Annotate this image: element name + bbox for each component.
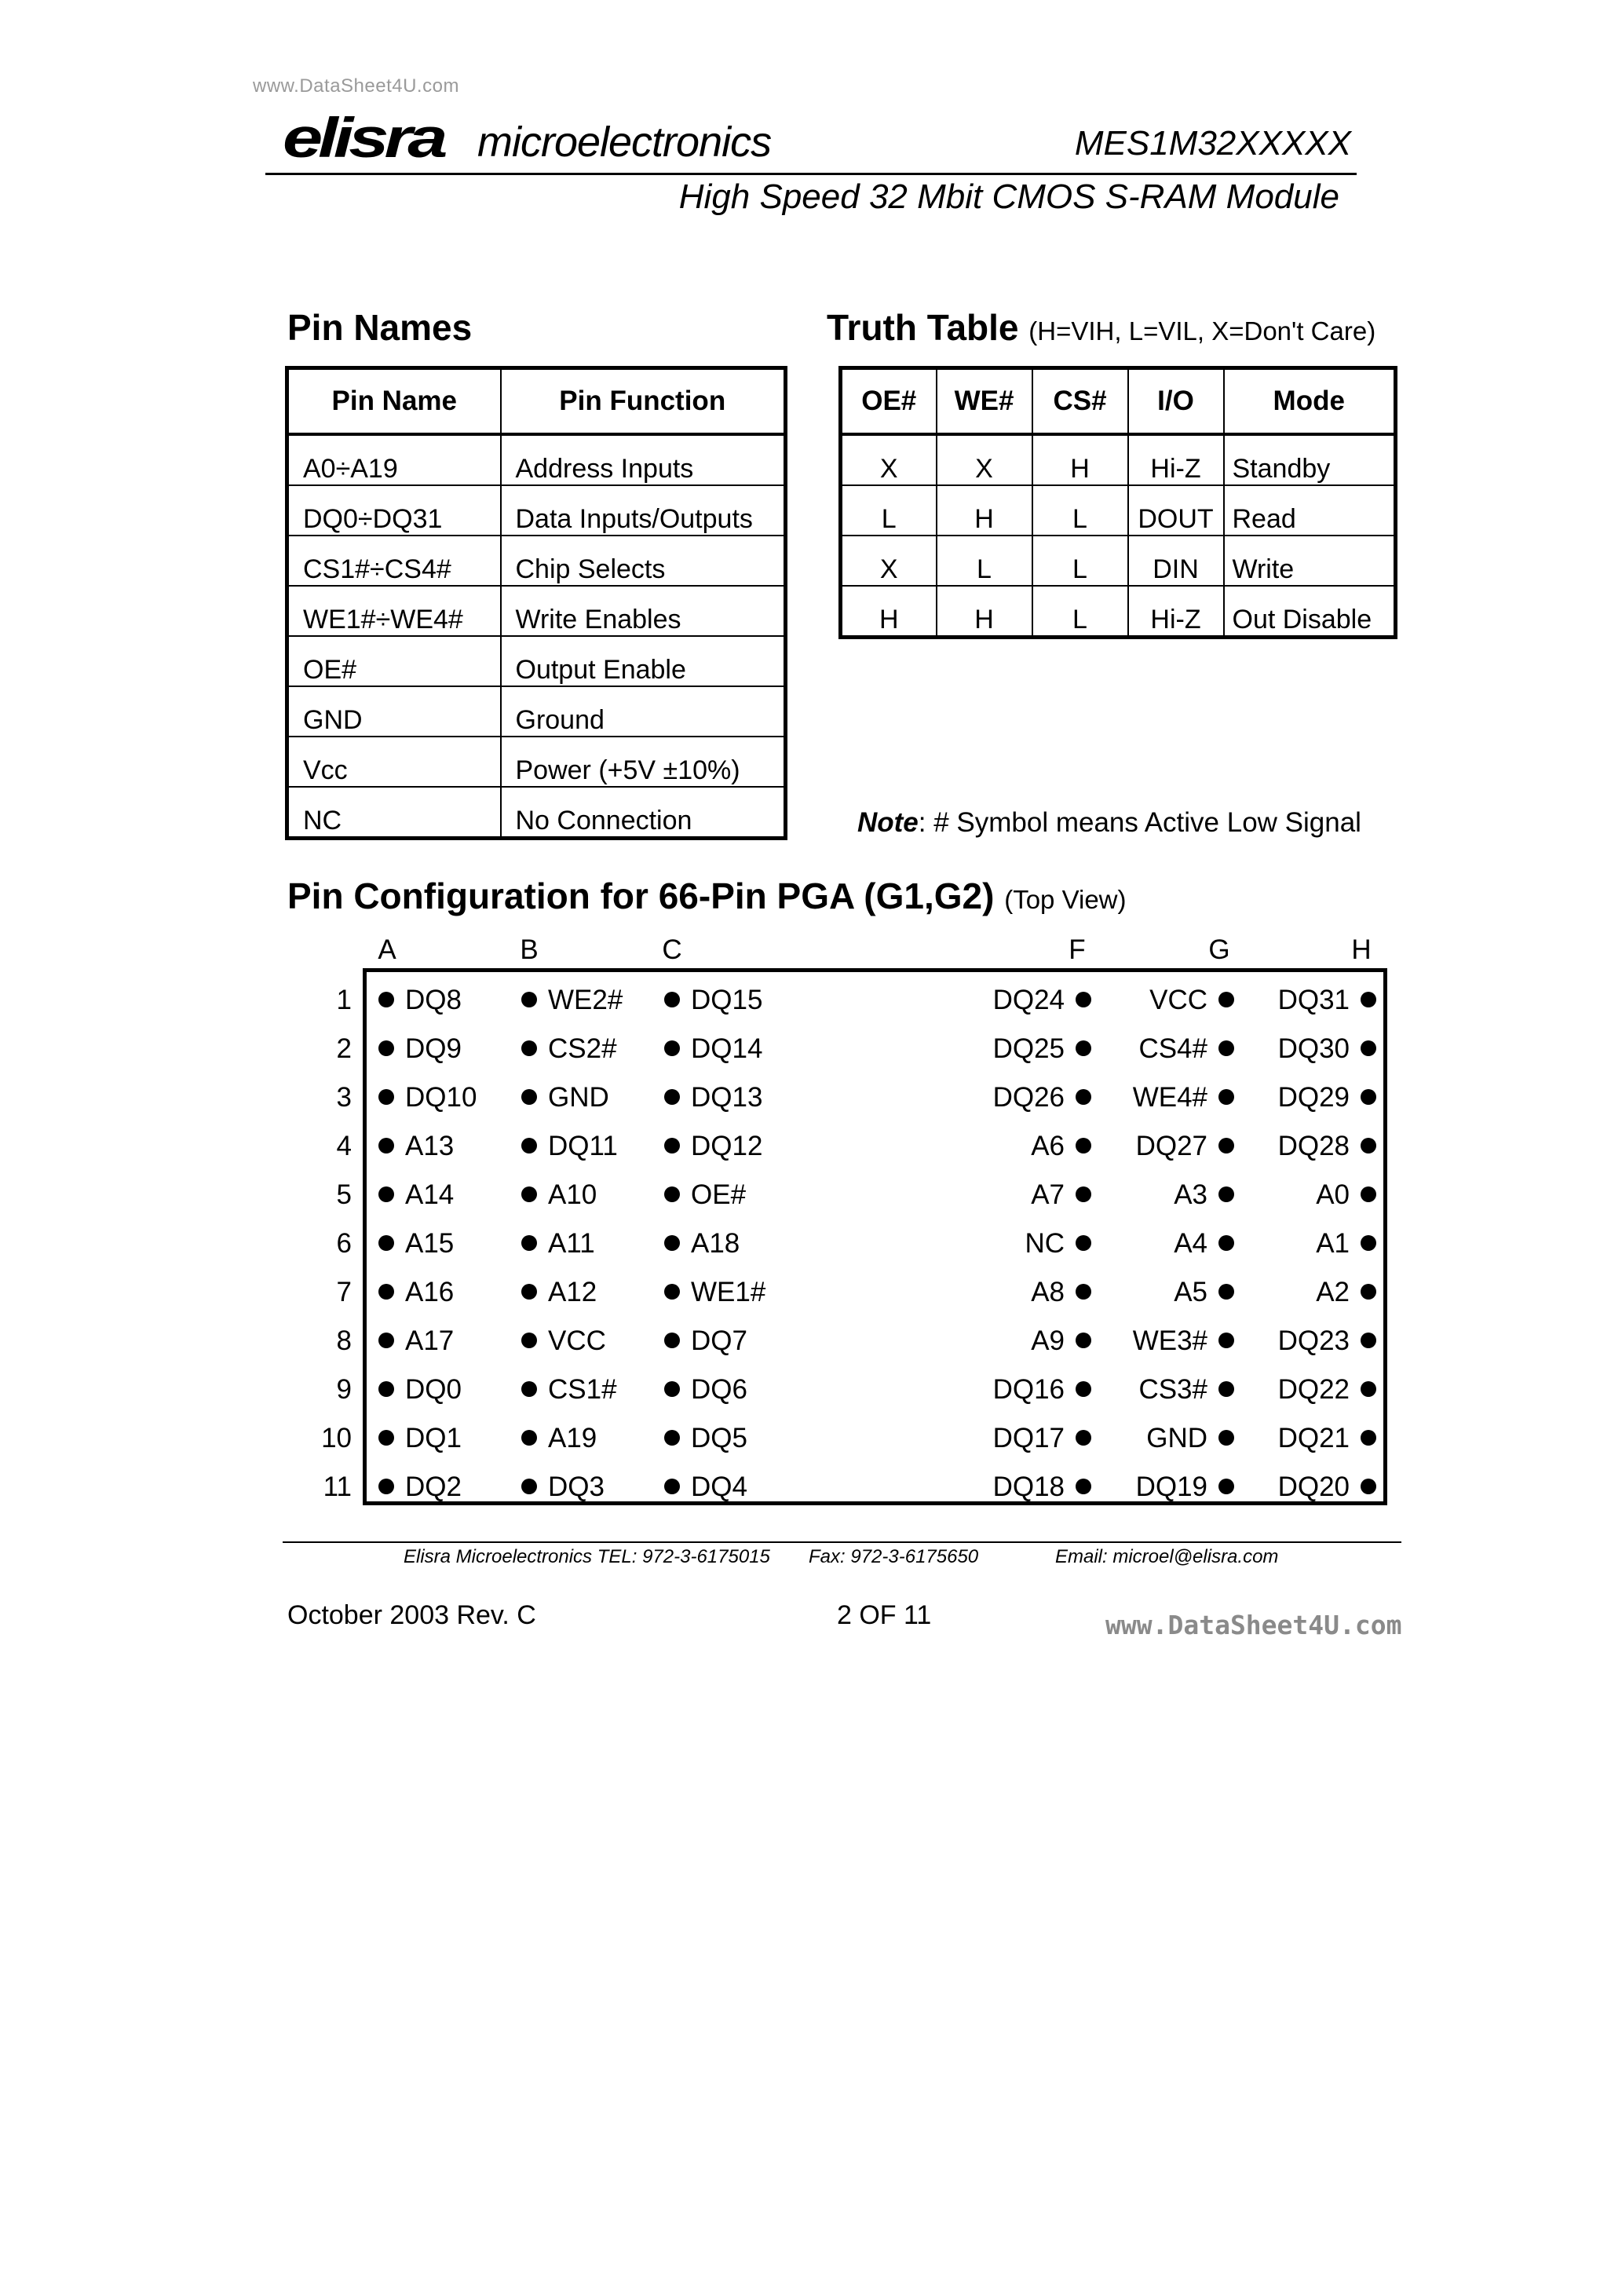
pga-pin — [1278, 985, 1376, 1016]
pin-function-cell: Address Inputs — [501, 434, 786, 485]
pga-pin-label: DQ12 — [691, 1131, 763, 1161]
pga-pin-label: DQ29 — [1277, 1082, 1350, 1113]
pin-dot-icon — [521, 1089, 537, 1105]
pin-name-cell: Vcc — [287, 737, 501, 787]
pga-pin-label: A4 — [1174, 1228, 1207, 1259]
truth-table-cell: Read — [1224, 485, 1396, 536]
pin-dot-icon — [378, 1284, 394, 1300]
pin-name-cell: WE1#÷WE4# — [287, 586, 501, 636]
pga-pin-label: DQ11 — [548, 1131, 618, 1161]
pin-dot-icon — [664, 1040, 680, 1056]
pga-pin-label: GND — [548, 1082, 609, 1113]
pga-pin-label: DQ2 — [405, 1472, 462, 1502]
active-low-note — [857, 807, 1361, 839]
truth-table-col-header: OE# — [841, 368, 937, 435]
truth-table-cell: X — [841, 434, 937, 485]
pga-pin-label: VCC — [1149, 985, 1207, 1015]
pga-pin-label: DQ3 — [548, 1472, 605, 1502]
pga-pin — [1149, 985, 1234, 1016]
pga-pin — [993, 1472, 1091, 1503]
pin-function-cell: Output Enable — [501, 636, 786, 686]
pga-pin — [521, 1228, 595, 1260]
pin-names-row — [287, 434, 786, 485]
truth-table-cell: Hi-Z — [1128, 434, 1224, 485]
pga-pin-label: A11 — [548, 1228, 595, 1259]
pin-names-heading: Pin Names — [287, 307, 473, 348]
pga-pin — [664, 1228, 740, 1260]
pga-pin-label: DQ1 — [405, 1423, 462, 1453]
pin-dot-icon — [1361, 1284, 1376, 1300]
pga-pin-label: CS4# — [1138, 1033, 1207, 1064]
pga-pin — [664, 1033, 762, 1065]
pga-pin-label: DQ4 — [691, 1472, 747, 1502]
pin-dot-icon — [1361, 1138, 1376, 1153]
pga-pin-label: DQ5 — [691, 1423, 747, 1453]
truth-table-cell: H — [937, 586, 1032, 638]
pga-pin — [521, 1325, 606, 1357]
pga-row-label: 9 — [336, 1374, 352, 1405]
pga-pin-label: NC — [1025, 1228, 1065, 1259]
pin-dot-icon — [378, 992, 394, 1007]
pga-pin-label: A19 — [548, 1423, 597, 1453]
pin-dot-icon — [1218, 1089, 1234, 1105]
pin-dot-icon — [1076, 1138, 1091, 1153]
truth-table-col-header: WE# — [937, 368, 1032, 435]
header-rule — [265, 173, 1357, 175]
pga-pin — [1136, 1472, 1234, 1503]
truth-table-row — [841, 434, 1396, 485]
pin-config-heading — [287, 875, 1127, 917]
truth-table-row — [841, 586, 1396, 638]
pin-dot-icon — [664, 992, 680, 1007]
pga-pin — [1316, 1228, 1376, 1260]
pin-names-col-header: Pin Name — [287, 368, 501, 435]
footer-fax: Fax: 972-3-6175650 — [809, 1546, 979, 1567]
pin-function-cell: No Connection — [501, 787, 786, 839]
pin-dot-icon — [1218, 992, 1234, 1007]
pin-dot-icon — [521, 1235, 537, 1251]
pin-dot-icon — [1361, 1235, 1376, 1251]
pga-pin — [378, 1325, 454, 1357]
pga-row-label: 6 — [336, 1228, 352, 1259]
truth-table-cell: X — [841, 536, 937, 586]
pin-dot-icon — [378, 1138, 394, 1153]
pga-pin — [1278, 1472, 1376, 1503]
pin-names-row — [287, 586, 786, 636]
pga-pin — [664, 1179, 746, 1211]
pin-names-table — [285, 366, 787, 840]
pga-pin-label: DQ30 — [1277, 1033, 1350, 1064]
pga-pin-label: CS1# — [548, 1374, 617, 1405]
pga-pin — [521, 1472, 605, 1503]
truth-table-col-header: I/O — [1128, 368, 1224, 435]
pga-pin-label: WE2# — [548, 985, 623, 1015]
pga-pin-label: DQ14 — [691, 1033, 763, 1064]
pga-pin — [993, 1082, 1091, 1113]
footer-email: Email: microel@elisra.com — [1055, 1546, 1279, 1567]
pin-name-cell: CS1#÷CS4# — [287, 536, 501, 586]
truth-table-cell: Write — [1224, 536, 1396, 586]
pga-pin-label: A12 — [548, 1277, 597, 1307]
pga-pin — [1031, 1277, 1091, 1308]
pga-pin — [664, 1082, 762, 1113]
pga-pin-label: WE3# — [1132, 1325, 1207, 1356]
pin-dot-icon — [1361, 1186, 1376, 1202]
pin-config-view: (Top View) — [1004, 885, 1127, 914]
pga-row-label: 11 — [323, 1472, 352, 1502]
pin-function-cell: Chip Selects — [501, 536, 786, 586]
truth-table-col-header: Mode — [1224, 368, 1396, 435]
pin-dot-icon — [1076, 1381, 1091, 1397]
pin-dot-icon — [664, 1381, 680, 1397]
pin-dot-icon — [1361, 1430, 1376, 1446]
pin-dot-icon — [1076, 1333, 1091, 1348]
pga-pin-label: A14 — [405, 1179, 455, 1210]
truth-table-cell: Standby — [1224, 434, 1396, 485]
pin-dot-icon — [664, 1138, 680, 1153]
pin-name-cell: OE# — [287, 636, 501, 686]
pga-column-label: B — [520, 934, 539, 965]
pin-dot-icon — [378, 1381, 394, 1397]
note-text: : # Symbol means Active Low Signal — [918, 807, 1361, 838]
pga-column-label: A — [378, 934, 396, 965]
pga-pin-label: CS3# — [1138, 1374, 1207, 1405]
pga-pin — [1316, 1179, 1376, 1211]
truth-table-cell: Out Disable — [1224, 586, 1396, 638]
truth-table-cell: H — [841, 586, 937, 638]
pin-names-row — [287, 787, 786, 839]
pga-pin — [1136, 1131, 1234, 1162]
pga-pin-label: DQ20 — [1277, 1472, 1350, 1502]
pin-dot-icon — [521, 992, 537, 1007]
pga-pin — [1278, 1374, 1376, 1406]
pin-name-cell: GND — [287, 686, 501, 737]
pga-pin-label: DQ19 — [1135, 1472, 1207, 1502]
pga-pin — [378, 1179, 454, 1211]
pga-row-label: 4 — [336, 1131, 352, 1161]
truth-table — [838, 366, 1397, 639]
note-label: Note — [857, 807, 919, 838]
pin-dot-icon — [378, 1186, 394, 1202]
truth-table-header-row — [841, 368, 1396, 435]
pga-pin — [1133, 1082, 1234, 1113]
document-subtitle: High Speed 32 Mbit CMOS S-RAM Module — [678, 177, 1339, 216]
pin-names-row — [287, 636, 786, 686]
pga-pin — [378, 1472, 462, 1503]
pga-pin — [521, 1374, 617, 1406]
pga-pin-label: A13 — [405, 1131, 455, 1161]
truth-table-title: Truth Table — [827, 307, 1019, 348]
truth-table-cell: DIN — [1128, 536, 1224, 586]
pin-dot-icon — [1076, 1284, 1091, 1300]
pga-pin-label: WE1# — [691, 1277, 766, 1307]
pin-dot-icon — [521, 1430, 537, 1446]
truth-table-cell: L — [1032, 485, 1128, 536]
pga-pin — [664, 985, 762, 1016]
pga-pin-label: A7 — [1031, 1179, 1065, 1210]
pga-pin-label: A3 — [1174, 1179, 1207, 1210]
brand-name: microelectronics — [477, 119, 772, 166]
pga-pin — [1278, 1131, 1376, 1162]
pin-function-cell: Data Inputs/Outputs — [501, 485, 786, 536]
pga-pin-label: OE# — [691, 1179, 747, 1210]
pin-dot-icon — [1218, 1479, 1234, 1494]
pga-pin — [1138, 1033, 1234, 1065]
pin-function-cell: Write Enables — [501, 586, 786, 636]
pga-pin — [664, 1423, 747, 1454]
pga-pin-label: A18 — [691, 1228, 740, 1259]
pga-pin-label: A2 — [1316, 1277, 1350, 1307]
pin-name-cell: A0÷A19 — [287, 434, 501, 485]
pin-dot-icon — [1361, 1479, 1376, 1494]
truth-table-col-header: CS# — [1032, 368, 1128, 435]
pin-names-header-row — [287, 368, 786, 435]
truth-table-cell: DOUT — [1128, 485, 1224, 536]
pga-column-label: G — [1208, 934, 1230, 965]
pga-pin-label: DQ17 — [992, 1423, 1065, 1453]
pga-pin — [1138, 1374, 1234, 1406]
pin-name-cell: NC — [287, 787, 501, 839]
truth-table-cell: H — [1032, 434, 1128, 485]
pga-pin — [1133, 1325, 1234, 1357]
truth-table-cell: H — [937, 485, 1032, 536]
pin-names-row — [287, 737, 786, 787]
pin-dot-icon — [1218, 1040, 1234, 1056]
truth-table-cell: L — [1032, 536, 1128, 586]
pin-dot-icon — [521, 1284, 537, 1300]
part-number: MES1M32XXXXX — [1074, 124, 1351, 163]
pga-pin — [521, 1033, 617, 1065]
pga-pin — [1278, 1423, 1376, 1454]
pin-dot-icon — [1218, 1284, 1234, 1300]
truth-table-row — [841, 536, 1396, 586]
pin-dot-icon — [664, 1089, 680, 1105]
pga-pin-label: DQ9 — [405, 1033, 462, 1064]
pin-dot-icon — [521, 1381, 537, 1397]
pga-pin-label: A1 — [1316, 1228, 1350, 1259]
pga-pin — [664, 1131, 762, 1162]
footer-company-tel: Elisra Microelectronics TEL: 972-3-6175015 — [404, 1546, 770, 1567]
truth-table-cell: L — [1032, 586, 1128, 638]
pga-pin-label: DQ26 — [992, 1082, 1065, 1113]
pga-pin-label: DQ8 — [405, 985, 462, 1015]
truth-table-cell: Hi-Z — [1128, 586, 1224, 638]
pin-dot-icon — [664, 1235, 680, 1251]
truth-table-row — [841, 485, 1396, 536]
pga-column-label: F — [1069, 934, 1086, 965]
pga-row-label: 10 — [321, 1423, 352, 1453]
pin-dot-icon — [378, 1333, 394, 1348]
pin-dot-icon — [1361, 1040, 1376, 1056]
pin-config-title: Pin Configuration for 66-Pin PGA (G1,G2) — [287, 876, 995, 916]
pin-dot-icon — [664, 1333, 680, 1348]
pga-pin — [378, 1033, 462, 1065]
pga-pin — [378, 985, 462, 1016]
pga-pin-label: DQ31 — [1277, 985, 1350, 1015]
truth-table-legend: (H=VIH, L=VIL, X=Don't Care) — [1028, 316, 1376, 345]
pga-pin-label: A0 — [1316, 1179, 1350, 1210]
pga-pin — [664, 1472, 747, 1503]
pga-row-label: 8 — [336, 1325, 352, 1356]
pin-dot-icon — [1218, 1381, 1234, 1397]
pin-dot-icon — [664, 1186, 680, 1202]
pga-pin-label: DQ24 — [992, 985, 1065, 1015]
pin-dot-icon — [664, 1284, 680, 1300]
pga-pin — [1174, 1179, 1234, 1211]
pga-pin — [993, 1423, 1091, 1454]
pga-pin-label: DQ25 — [992, 1033, 1065, 1064]
pga-pin — [1278, 1082, 1376, 1113]
elisra-logo: elisra — [283, 107, 444, 170]
pin-dot-icon — [521, 1333, 537, 1348]
pga-pin-label: WE4# — [1132, 1082, 1207, 1113]
pga-pin — [1146, 1423, 1234, 1454]
truth-table-heading — [827, 306, 1375, 349]
pin-dot-icon — [664, 1479, 680, 1494]
pga-row-label: 1 — [336, 985, 352, 1015]
pin-function-cell: Ground — [501, 686, 786, 737]
pga-pin-label: DQ6 — [691, 1374, 747, 1405]
pin-dot-icon — [1361, 992, 1376, 1007]
pga-pin — [378, 1374, 462, 1406]
pga-pin-label: DQ22 — [1277, 1374, 1350, 1405]
pin-dot-icon — [378, 1479, 394, 1494]
pga-pin-label: A17 — [405, 1325, 455, 1356]
pga-row-label: 5 — [336, 1179, 352, 1210]
pga-pin — [664, 1325, 747, 1357]
pin-dot-icon — [1076, 1089, 1091, 1105]
pga-pin — [1031, 1131, 1091, 1162]
footer-page-number: 2 OF 11 — [837, 1600, 932, 1630]
pga-pin — [993, 985, 1091, 1016]
pga-pin — [521, 1179, 597, 1211]
pga-row-label: 2 — [336, 1033, 352, 1064]
pin-dot-icon — [664, 1430, 680, 1446]
pga-row-label: 3 — [336, 1082, 352, 1113]
pga-pin-label: A6 — [1031, 1131, 1065, 1161]
pga-pin — [664, 1277, 765, 1308]
pga-pin-label: DQ23 — [1277, 1325, 1350, 1356]
pga-pin-label: A16 — [405, 1277, 455, 1307]
pga-pin-label: DQ27 — [1135, 1131, 1207, 1161]
pga-pin — [993, 1374, 1091, 1406]
pga-pin — [1025, 1228, 1091, 1260]
pga-pin-label: DQ28 — [1277, 1131, 1350, 1161]
watermark-top: www.DataSheet4U.com — [253, 75, 459, 97]
pga-pin-label: DQ21 — [1277, 1423, 1350, 1453]
pin-dot-icon — [1076, 1430, 1091, 1446]
pga-pin-label: DQ0 — [405, 1374, 462, 1405]
pga-pin — [378, 1082, 477, 1113]
pga-pin-label: DQ13 — [691, 1082, 763, 1113]
pga-pin — [1174, 1277, 1234, 1308]
truth-table-cell: L — [937, 536, 1032, 586]
pga-pin-label: VCC — [548, 1325, 606, 1356]
watermark-bottom: www.DataSheet4U.com — [1105, 1610, 1402, 1640]
pga-pin-label: A5 — [1174, 1277, 1207, 1307]
pga-pin — [378, 1228, 454, 1260]
pin-dot-icon — [1218, 1430, 1234, 1446]
pin-dot-icon — [1361, 1381, 1376, 1397]
pga-pin — [1031, 1325, 1091, 1357]
pga-row-label: 7 — [336, 1277, 352, 1307]
pga-pin-label: DQ15 — [691, 985, 763, 1015]
pin-dot-icon — [378, 1089, 394, 1105]
pga-pin — [1278, 1033, 1376, 1065]
pga-pin-label: A9 — [1031, 1325, 1065, 1356]
pga-pin — [993, 1033, 1091, 1065]
pga-pin — [1316, 1277, 1376, 1308]
pga-pin — [521, 1131, 618, 1162]
pin-dot-icon — [378, 1430, 394, 1446]
pin-dot-icon — [1218, 1333, 1234, 1348]
truth-table-cell: X — [937, 434, 1032, 485]
pin-dot-icon — [1361, 1089, 1376, 1105]
pga-pin — [521, 1277, 597, 1308]
pin-dot-icon — [1218, 1235, 1234, 1251]
pin-dot-icon — [1361, 1333, 1376, 1348]
pga-pin-label: DQ16 — [992, 1374, 1065, 1405]
pga-pin-label: A8 — [1031, 1277, 1065, 1307]
pin-dot-icon — [378, 1235, 394, 1251]
footer-date-revision: October 2003 Rev. C — [287, 1600, 536, 1630]
pin-names-row — [287, 485, 786, 536]
pin-dot-icon — [521, 1479, 537, 1494]
pga-pin — [664, 1374, 747, 1406]
pga-pin-label: GND — [1146, 1423, 1207, 1453]
pga-pin-label: DQ7 — [691, 1325, 747, 1356]
pga-column-label: H — [1351, 934, 1372, 965]
pin-dot-icon — [521, 1138, 537, 1153]
pin-dot-icon — [1218, 1138, 1234, 1153]
pin-function-cell: Power (+5V ±10%) — [501, 737, 786, 787]
pga-pin-label: CS2# — [548, 1033, 617, 1064]
pin-name-cell: DQ0÷DQ31 — [287, 485, 501, 536]
pin-names-row — [287, 536, 786, 586]
footer-rule — [283, 1541, 1401, 1543]
pin-dot-icon — [1076, 1040, 1091, 1056]
pin-dot-icon — [1218, 1186, 1234, 1202]
pga-pin-label: A15 — [405, 1228, 455, 1259]
pin-names-row — [287, 686, 786, 737]
truth-table-cell: L — [841, 485, 937, 536]
pga-pin — [1174, 1228, 1234, 1260]
pga-pin — [1031, 1179, 1091, 1211]
pga-pin-label: DQ10 — [405, 1082, 477, 1113]
pga-pin — [521, 1423, 597, 1454]
pin-dot-icon — [1076, 1186, 1091, 1202]
pin-dot-icon — [521, 1186, 537, 1202]
pga-pin-label: DQ18 — [992, 1472, 1065, 1502]
pin-dot-icon — [378, 1040, 394, 1056]
pga-pin — [378, 1131, 454, 1162]
pga-pin — [378, 1423, 462, 1454]
pin-dot-icon — [1076, 1235, 1091, 1251]
pga-pin — [1278, 1325, 1376, 1357]
pga-pin-label: A10 — [548, 1179, 597, 1210]
pga-pin — [521, 1082, 609, 1113]
pga-column-label: C — [662, 934, 682, 965]
pin-dot-icon — [521, 1040, 537, 1056]
pin-dot-icon — [1076, 1479, 1091, 1494]
pga-pin — [521, 985, 623, 1016]
pin-names-col-header: Pin Function — [501, 368, 786, 435]
pga-pin — [378, 1277, 454, 1308]
pin-dot-icon — [1076, 992, 1091, 1007]
